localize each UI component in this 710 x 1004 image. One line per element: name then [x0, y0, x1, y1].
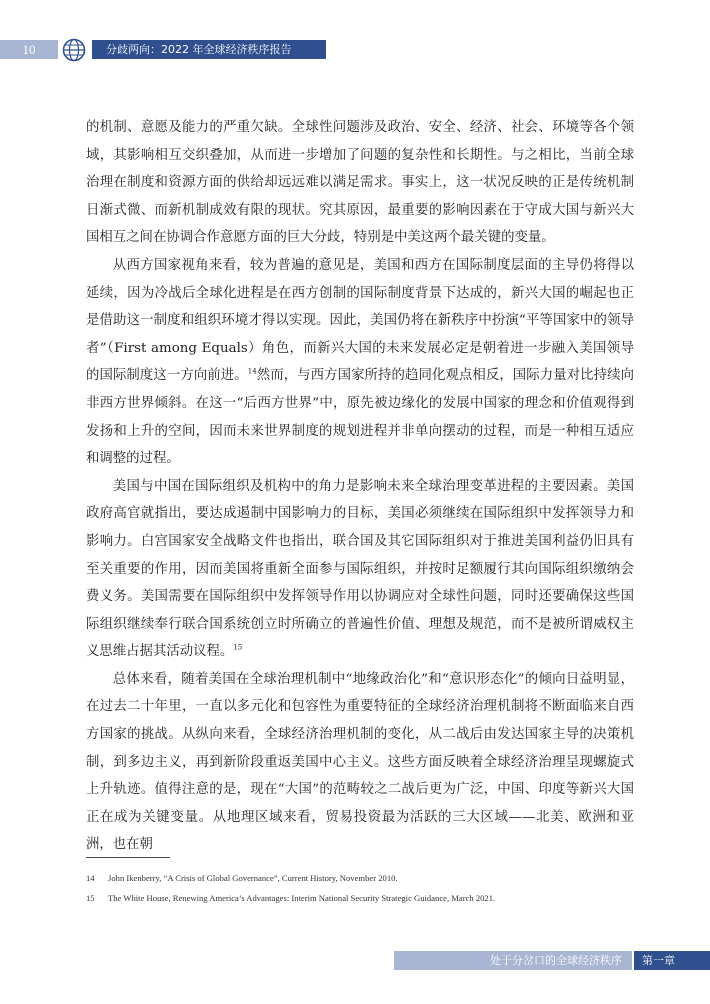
footnote-item [86, 888, 646, 908]
globe-emblem-icon [62, 38, 86, 62]
paragraph-2 [86, 252, 634, 473]
footer-chapter: 第一章 [634, 951, 710, 970]
paragraph-4-text: 总体来看，随着美国在全球治理机制中“地缘政治化”和“意识形态化”的倾向日益明显，在过去二十年里，一直以多元化和包容性为重要特征的全球经济治理机制将不断面临来自西方国家的挑战。从纵向来看，全球经济治理机制的变化，从二战后由发达国家主导的决策机制，到多边主义，再到新阶段重返美国中心主义。这些方面反映着全球经济治理呈现螺旋式上升轨迹。值得注意的是，现在“大国”的范畴较之二战后更为广泛，中国、印度等新兴大国正在成为关键变量。从地理区域来看，贸易投资最为活跃的三大区域——北美、欧洲和亚洲，也在朝 [86, 671, 634, 853]
footnotes [86, 868, 646, 908]
footnote-item [86, 868, 646, 888]
footnote-ref-15[interactable]: 15 [233, 643, 243, 652]
paragraph-1-text: 的机制、意愿及能力的严重欠缺。全球性问题涉及政治、安全、经济、社会、环境等各个领域，其影响相互交织叠加，从而进一步增加了问题的复杂性和长期性。与之相比，当前全球治理在制度和资源方面的供给却远远难以满足需求。事实上，这一状况反映的正是传统机制日渐式微、而新机制成效有限的现状。究其原因，最重要的影响因素在于守成大国与新兴大国相互之间在协调合作意愿方面的巨大分歧，特别是中美这两个最关键的变量。 [86, 120, 634, 246]
report-title: 分歧两向：2022 年全球经济秩序报告 [92, 40, 326, 59]
footnote-number: 15 [86, 893, 95, 903]
footnote-text: The White House, Renewing America’s Advantages: Interim National Security Strategic Guidance, March 2021. [108, 893, 496, 903]
paragraph-1 [86, 114, 634, 252]
page-number: 10 [0, 40, 58, 59]
paragraph-3-text: 美国与中国在国际组织及机构中的角力是影响未来全球治理变革进程的主要因素。美国政府高官就指出，要达成遏制中国影响力的目标，美国必须继续在国际组织中发挥领导力和影响力。白宫国家安全战略文件也指出，联合国及其它国际组织对于推进美国利益仍旧具有至关重要的作用，因而美国将重新全面参与国际组织，并按时足额履行其向国际组织缴纳会费义务。美国需要在国际组织中发挥领导作用以协调应对全球性问题，同时还要确保这些国际组织继续奉行联合国系统创立时所确立的普遍性价值、理想及规范，而不是被所谓威权主义思维占据其活动议程。 [86, 478, 634, 660]
footnote-text: John Ikenberry, “A Crisis of Global Governance”, Current History, November 2010. [108, 873, 398, 883]
footnote-divider [86, 857, 170, 858]
paragraph-3 [86, 473, 634, 666]
paragraph-4 [86, 666, 634, 859]
footnote-number: 14 [86, 873, 95, 883]
footnote-ref-14[interactable]: 14 [247, 367, 257, 376]
paragraph-2-text: 从西方国家视角来看，较为普遍的意见是，美国和西方在国际制度层面的主导仍将得以延续，因为冷战后全球化进程是在西方创制的国际制度背景下达成的，新兴大国的崛起也正是借助这一制度和组织环境才得以实现。因此，美国仍将在新秩序中扮演“平等国家中的领导者”（First among Equals）角色，而新兴大国的未来发展必定是朝着进一步融入美国领导的国际制度这一方向前进。 [86, 257, 634, 384]
footer-section-title: 处于分岔口的全球经济秩序 [394, 951, 632, 970]
paragraph-2-text-after: 然而，与西方国家所持的趋同化观点相反，国际力量对比持续向非西方世界倾斜。在这一“后西方世界”中，原先被边缘化的发展中国家的理念和价值观得到发扬和上升的空间，因而未来世界制度的规划进程并非单向摆动的过程，而是一种相互适应和调整的过程。 [86, 368, 635, 467]
body-text [86, 114, 634, 859]
